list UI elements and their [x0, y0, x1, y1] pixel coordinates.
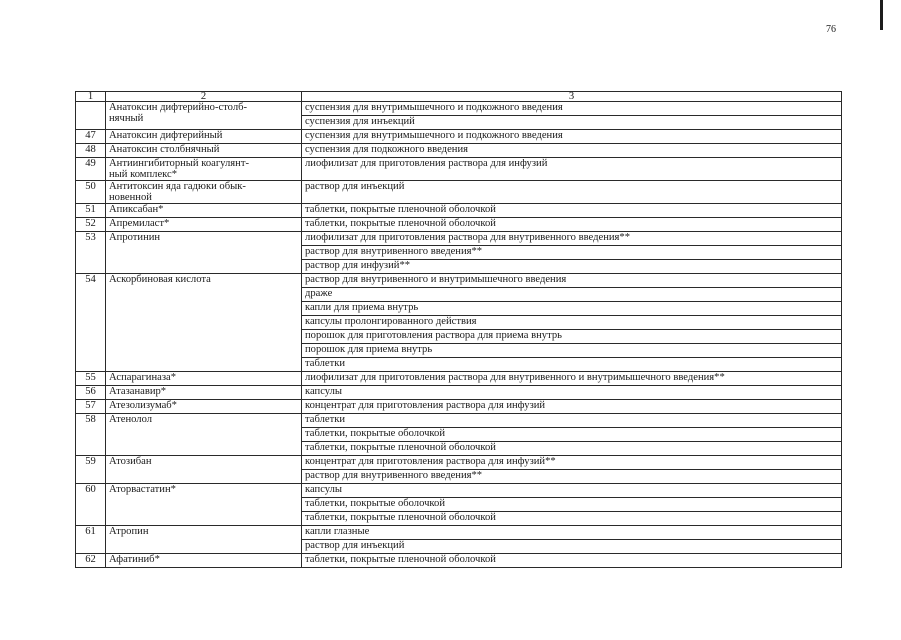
header-cell-name: 2: [106, 92, 302, 102]
drug-name: Анатоксин дифтерийно-столб- нячный: [106, 102, 302, 130]
dosage-form: таблетки, покрытые пленочной оболочкой: [302, 554, 842, 568]
drug-name: Атозибан: [106, 456, 302, 484]
table-row: [76, 204, 842, 218]
row-number: 61: [76, 526, 106, 554]
table-row: [76, 274, 842, 288]
dosage-form: лиофилизат для приготовления раствора для инфузий: [302, 158, 842, 181]
row-number: 51: [76, 204, 106, 218]
dosage-form: таблетки: [302, 358, 842, 372]
dosage-form: драже: [302, 288, 842, 302]
table-row: [76, 414, 842, 428]
drug-name: Анатоксин столбнячный: [106, 144, 302, 158]
dosage-form: раствор для инъекций: [302, 540, 842, 554]
drug-name: Апремиласт*: [106, 218, 302, 232]
dosage-form: таблетки, покрытые оболочкой: [302, 498, 842, 512]
row-number: 49: [76, 158, 106, 181]
dosage-form: капсулы: [302, 386, 842, 400]
row-number: 54: [76, 274, 106, 372]
table-row: [76, 456, 842, 470]
dosage-form: таблетки, покрытые пленочной оболочкой: [302, 218, 842, 232]
table-header-row: [76, 92, 842, 102]
row-number: [76, 102, 106, 130]
dosage-form: лиофилизат для приготовления раствора для внутривенного и внутримышечного введения**: [302, 372, 842, 386]
dosage-form: таблетки: [302, 414, 842, 428]
drug-name: Анатоксин дифтерийный: [106, 130, 302, 144]
dosage-form: капсулы пролонгированного действия: [302, 316, 842, 330]
row-number: 58: [76, 414, 106, 456]
row-number: 52: [76, 218, 106, 232]
dosage-form: лиофилизат для приготовления раствора для внутривенного введения**: [302, 232, 842, 246]
drug-name: Аспарагиназа*: [106, 372, 302, 386]
drug-name: Атропин: [106, 526, 302, 554]
drug-name: Антитоксин яда гадюки обык- новенной: [106, 181, 302, 204]
row-number: 48: [76, 144, 106, 158]
table-row: [76, 102, 842, 116]
table-row: [76, 526, 842, 540]
dosage-form: суспензия для подкожного введения: [302, 144, 842, 158]
table-row: [76, 554, 842, 568]
table-row: [76, 158, 842, 181]
table-row: [76, 386, 842, 400]
dosage-form: суспензия для внутримышечного и подкожного введения: [302, 102, 842, 116]
dosage-form: таблетки, покрытые пленочной оболочкой: [302, 512, 842, 526]
table-row: [76, 484, 842, 498]
table-row: [76, 130, 842, 144]
drug-name: Аскорбиновая кислота: [106, 274, 302, 372]
drug-name: Аторвастатин*: [106, 484, 302, 526]
page-number: 76: [826, 24, 836, 35]
dosage-form: порошок для приема внутрь: [302, 344, 842, 358]
drug-name: Апиксабан*: [106, 204, 302, 218]
dosage-form: суспензия для инъекций: [302, 116, 842, 130]
dosage-form: раствор для инъекций: [302, 181, 842, 204]
row-number: 60: [76, 484, 106, 526]
header-cell-form: 3: [302, 92, 842, 102]
dosage-form: раствор для внутривенного и внутримышечного введения: [302, 274, 842, 288]
row-number: 62: [76, 554, 106, 568]
row-number: 50: [76, 181, 106, 204]
header-cell-number: 1: [76, 92, 106, 102]
scan-edge-mark: [880, 0, 883, 30]
drug-name: Апротинин: [106, 232, 302, 274]
table-row: [76, 232, 842, 246]
dosage-form: капли глазные: [302, 526, 842, 540]
table-row: [76, 218, 842, 232]
row-number: 47: [76, 130, 106, 144]
dosage-form: таблетки, покрытые пленочной оболочкой: [302, 442, 842, 456]
dosage-form: раствор для внутривенного введения**: [302, 470, 842, 484]
dosage-form: концентрат для приготовления раствора для инфузий: [302, 400, 842, 414]
dosage-form: раствор для инфузий**: [302, 260, 842, 274]
drug-table: [75, 91, 842, 568]
drug-name: Антиингибиторный коагулянт- ный комплекс*: [106, 158, 302, 181]
table-row: [76, 400, 842, 414]
row-number: 57: [76, 400, 106, 414]
drug-name: Атазанавир*: [106, 386, 302, 400]
dosage-form: концентрат для приготовления раствора для инфузий**: [302, 456, 842, 470]
dosage-form: капсулы: [302, 484, 842, 498]
drug-name: Афатиниб*: [106, 554, 302, 568]
dosage-form: капли для приема внутрь: [302, 302, 842, 316]
table-row: [76, 372, 842, 386]
dosage-form: раствор для внутривенного введения**: [302, 246, 842, 260]
table-row: [76, 181, 842, 204]
dosage-form: таблетки, покрытые оболочкой: [302, 428, 842, 442]
drug-name: Атенолол: [106, 414, 302, 456]
table-row: [76, 144, 842, 158]
row-number: 56: [76, 386, 106, 400]
row-number: 55: [76, 372, 106, 386]
dosage-form: таблетки, покрытые пленочной оболочкой: [302, 204, 842, 218]
dosage-form: суспензия для внутримышечного и подкожного введения: [302, 130, 842, 144]
row-number: 59: [76, 456, 106, 484]
row-number: 53: [76, 232, 106, 274]
drug-name: Атезолизумаб*: [106, 400, 302, 414]
dosage-form: порошок для приготовления раствора для приема внутрь: [302, 330, 842, 344]
